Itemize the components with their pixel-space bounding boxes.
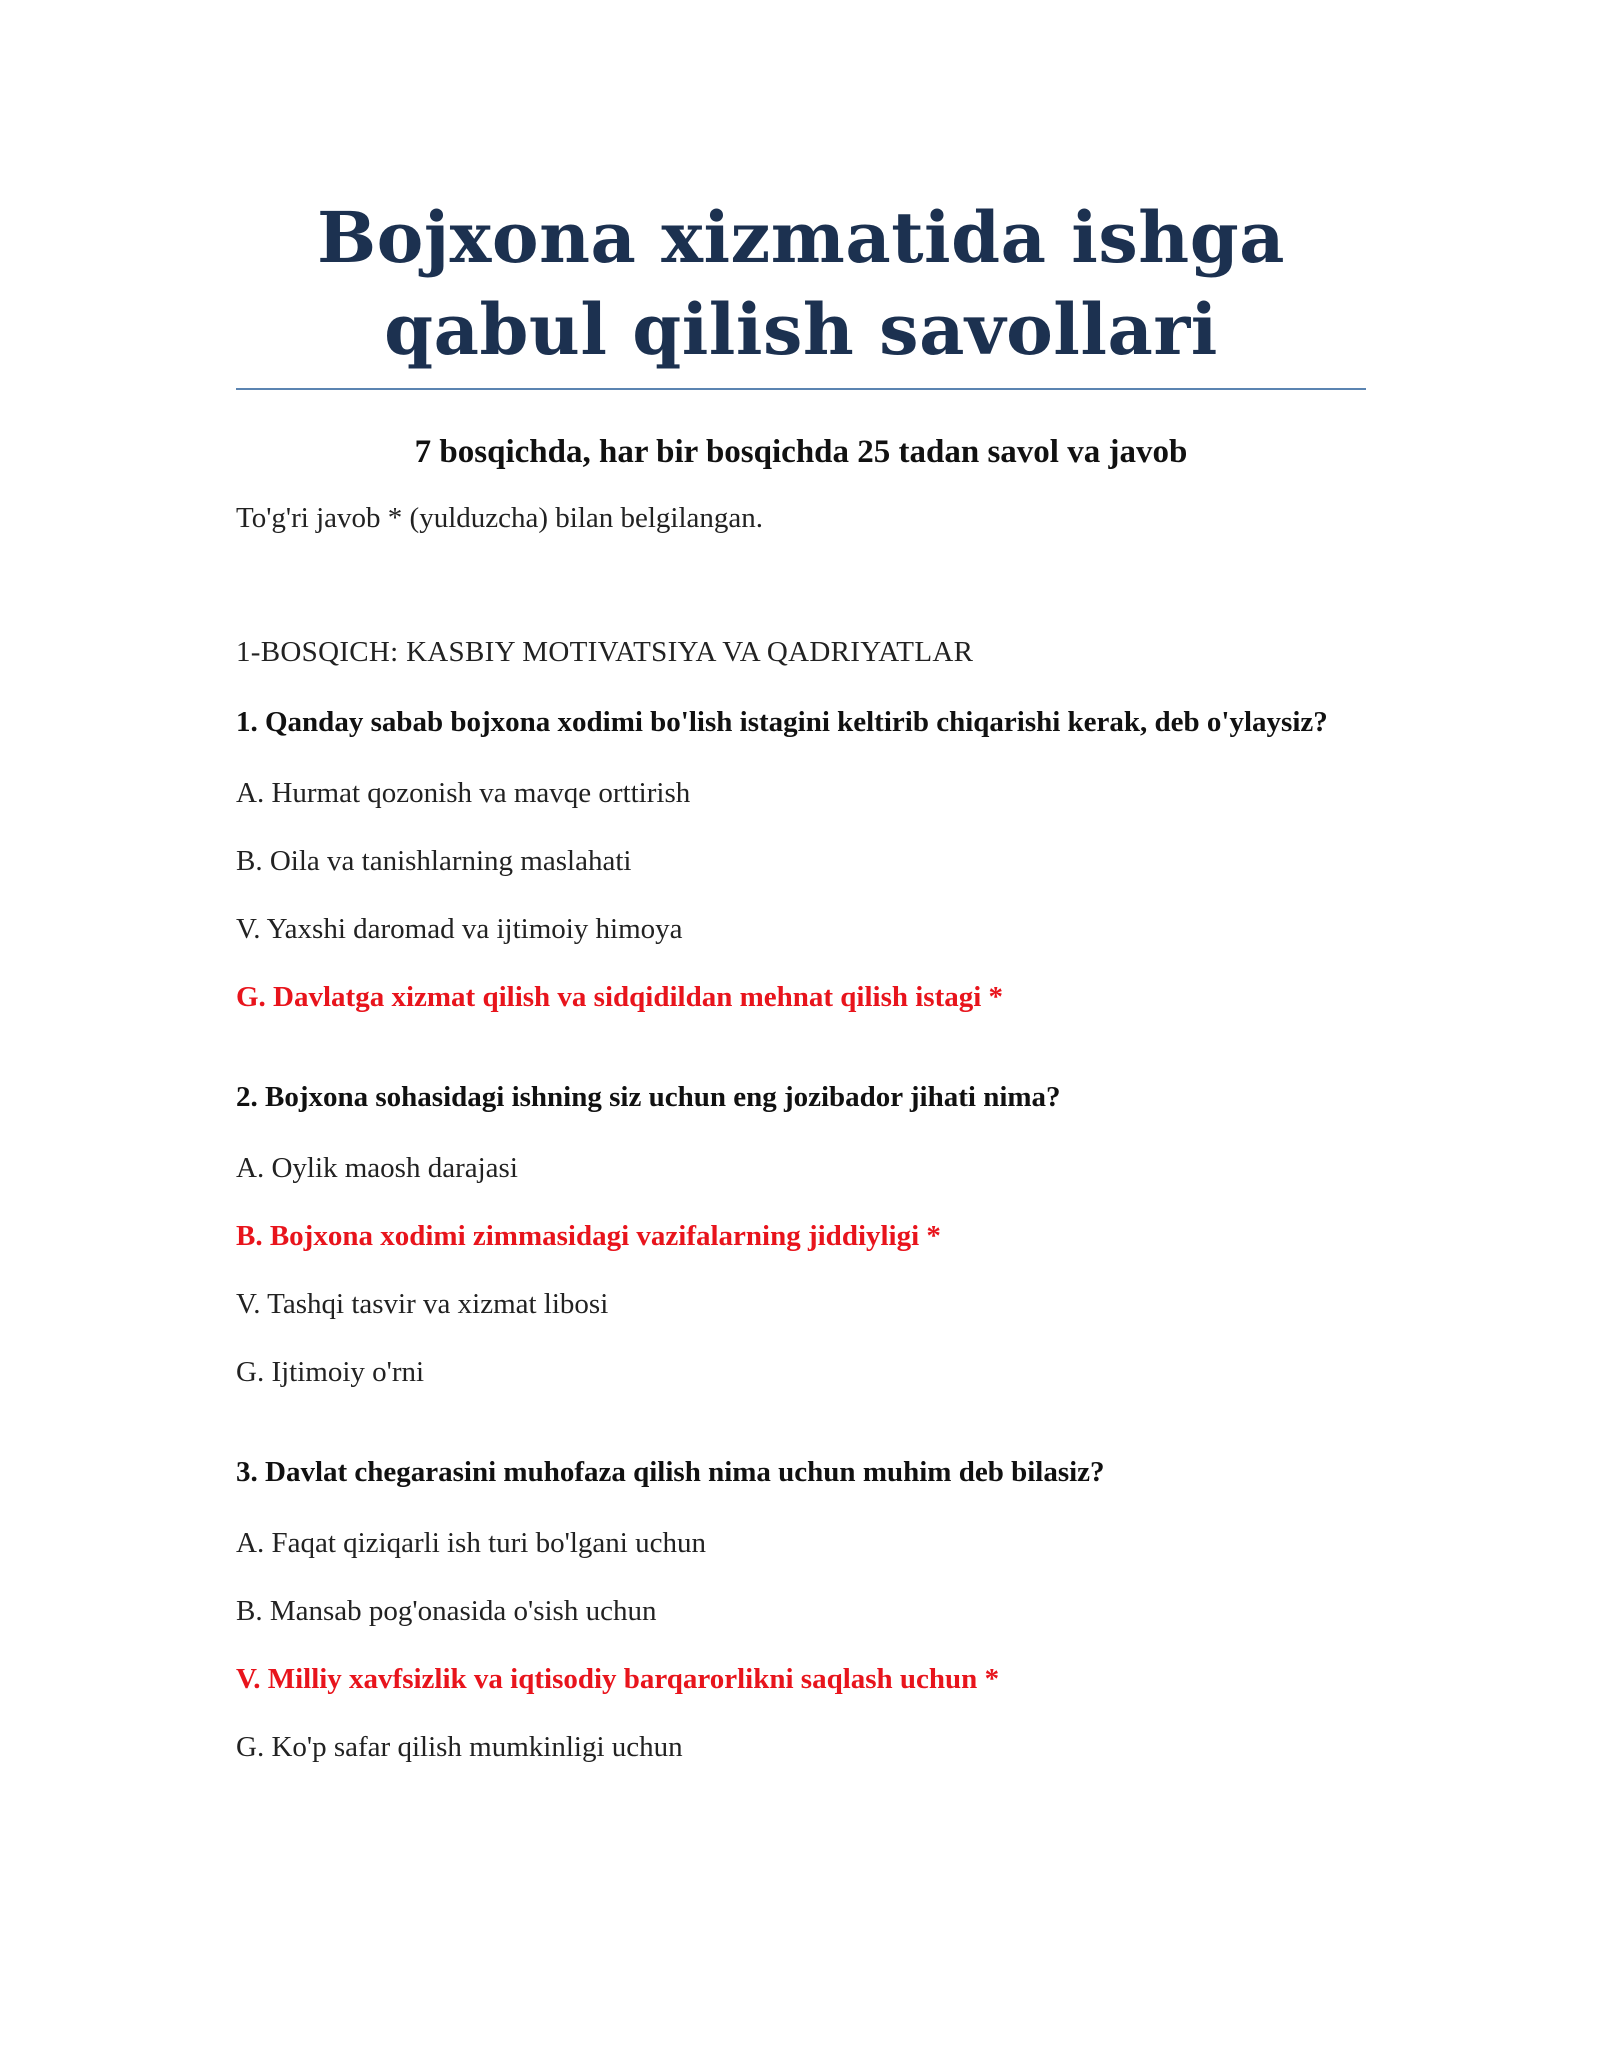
section-heading: 1-BOSQICH: KASBIY MOTIVATSIYA VA QADRIYATLAR — [236, 636, 974, 668]
answer-option-correct: G. Davlatga xizmat qilish va sidqidildan mehnat qilish istagi * — [236, 981, 1004, 1013]
answer-option: V. Tashqi tasvir va xizmat libosi — [236, 1288, 609, 1320]
question-block — [236, 1077, 1366, 1390]
answer-option-correct: B. Bojxona xodimi zimmasidagi vazifalarning jiddiyligi * — [236, 1220, 941, 1252]
answer-option: G. Ijtimoiy o'rni — [236, 1356, 425, 1388]
question-text: 3. Davlat chegarasini muhofaza qilish nima uchun muhim deb bilasiz? — [236, 1456, 1105, 1488]
question-block — [236, 702, 1366, 1015]
answer-key-note: To'g'ri javob * (yulduzcha) bilan belgilangan. — [236, 502, 764, 534]
answer-option: A. Hurmat qozonish va mavqe orttirish — [236, 777, 691, 809]
question-text: 2. Bojxona sohasidagi ishning siz uchun eng jozibador jihati nima? — [236, 1081, 1061, 1113]
answer-option: V. Yaxshi daromad va ijtimoiy himoya — [236, 913, 683, 945]
document-page — [236, 0, 1366, 1765]
page-title: Bojxona xizmatida ishga qabul qilish savollari — [316, 196, 1286, 371]
answer-option: B. Mansab pog'onasida o'sish uchun — [236, 1595, 657, 1627]
question-block — [236, 1452, 1366, 1765]
answer-option-correct: V. Milliy xavfsizlik va iqtisodiy barqarorlikni saqlash uchun * — [236, 1663, 1000, 1695]
title-divider — [236, 388, 1366, 390]
page-subtitle: 7 bosqichda, har bir bosqichda 25 tadan savol va javob — [414, 434, 1188, 470]
answer-option: A. Faqat qiziqarli ish turi bo'lgani uchun — [236, 1527, 706, 1559]
answer-option: A. Oylik maosh darajasi — [236, 1152, 518, 1184]
question-text: 1. Qanday sabab bojxona xodimi bo'lish istagini keltirib chiqarishi kerak, deb o'ylaysiz? — [236, 706, 1328, 738]
answer-option: B. Oila va tanishlarning maslahati — [236, 845, 632, 877]
answer-option: G. Ko'p safar qilish mumkinligi uchun — [236, 1731, 683, 1763]
